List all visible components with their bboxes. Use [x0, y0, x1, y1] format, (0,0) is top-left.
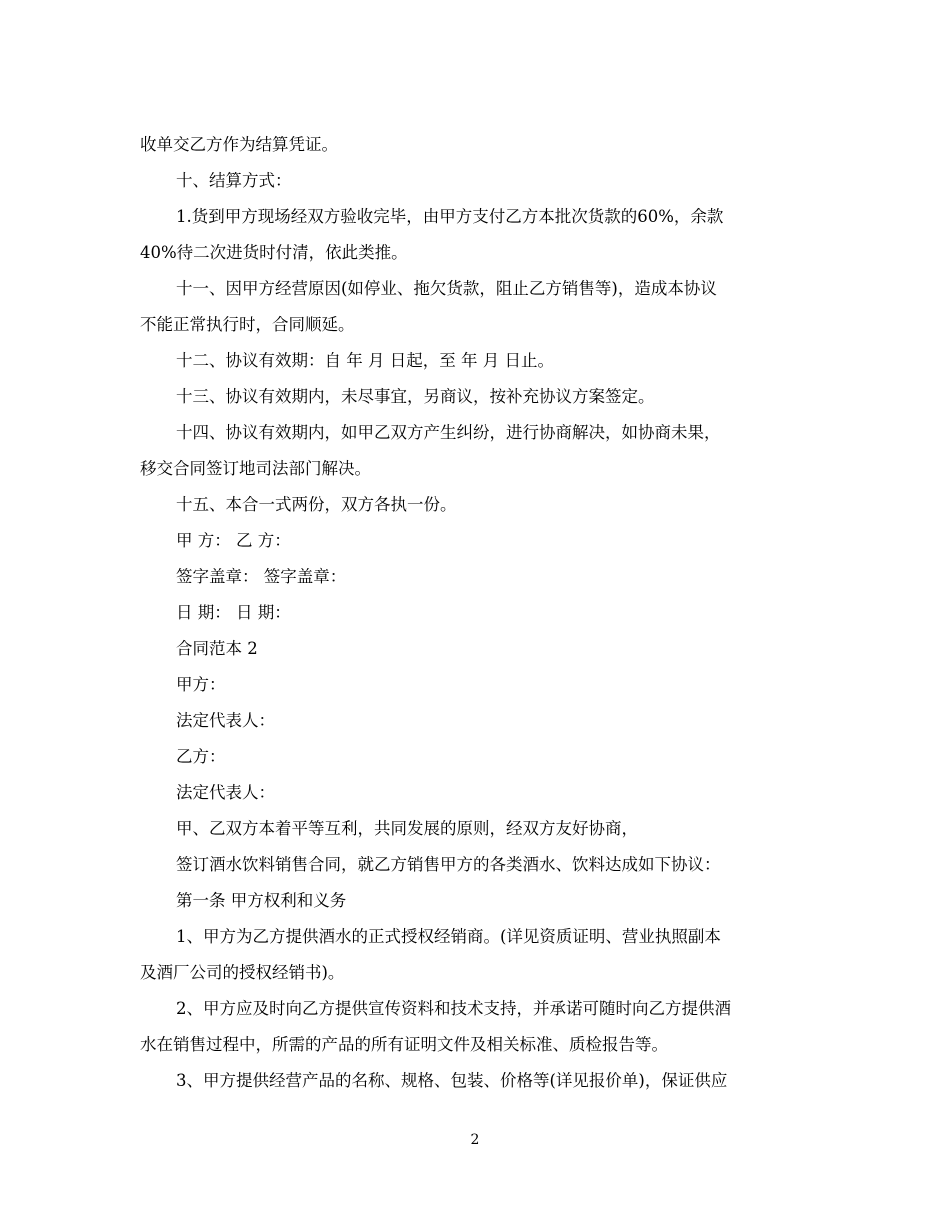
document-line: 水在销售过程中，所需的产品的所有证明文件及相关标准、质检报告等。: [140, 1035, 668, 1054]
document-line: 十一、因甲方经营原因(如停业、拖欠货款，阻止乙方销售等)，造成本协议: [176, 279, 717, 298]
document-line: 签字盖章： 签字盖章：: [176, 567, 347, 586]
document-line: 签订酒水饮料销售合同，就乙方销售甲方的各类酒水、饮料达成如下协议：: [176, 855, 721, 874]
document-line: 2、甲方应及时向乙方提供宣传资料和技术支持，并承诺可随时向乙方提供酒: [176, 999, 731, 1018]
document-line: 法定代表人：: [176, 783, 275, 802]
document-line: 十二、协议有效期：自 年 月 日起，至 年 月 日止。: [176, 351, 554, 370]
document-line: 移交合同签订地司法部门解决。: [140, 459, 371, 478]
document-line: 1.货到甲方现场经双方验收完毕，由甲方支付乙方本批次货款的60%，余款: [176, 207, 724, 226]
document-line: 十三、协议有效期内，未尽事宜，另商议，按补充协议方案签定。: [176, 387, 655, 406]
page-number: 2: [470, 1132, 480, 1148]
document-line: 法定代表人：: [176, 711, 275, 730]
document-line: 甲 方： 乙 方：: [176, 531, 291, 550]
document-line: 40%待二次进货时付清，依此类推。: [140, 243, 408, 262]
document-line: 收单交乙方作为结算凭证。: [140, 135, 338, 154]
document-line: 日 期： 日 期：: [176, 603, 291, 622]
document-line: 甲、乙双方本着平等互利，共同发展的原则，经双方友好协商，: [176, 819, 638, 838]
document-line: 1、甲方为乙方提供酒水的正式授权经销商。(详见资质证明、营业执照副本: [176, 927, 721, 946]
document-line: 十四、协议有效期内，如甲乙双方产生纠纷，进行协商解决，如协商未果，: [176, 423, 721, 442]
document-line: 及酒厂公司的授权经销书)。: [140, 963, 345, 982]
document-line: 甲方：: [176, 675, 226, 694]
document-line: 不能正常执行时，合同顺延。: [140, 315, 355, 334]
document-line: 十、结算方式：: [176, 171, 292, 190]
document-body: [140, 127, 810, 1099]
document-line: 合同范本 2: [176, 639, 258, 658]
document-line: 3、甲方提供经营产品的名称、规格、包装、价格等(详见报价单)，保证供应: [176, 1071, 728, 1090]
document-line: 乙方：: [176, 747, 226, 766]
document-line: 第一条 甲方权利和义务: [176, 891, 347, 910]
document-line: 十五、本合一式两份，双方各执一份。: [176, 495, 457, 514]
